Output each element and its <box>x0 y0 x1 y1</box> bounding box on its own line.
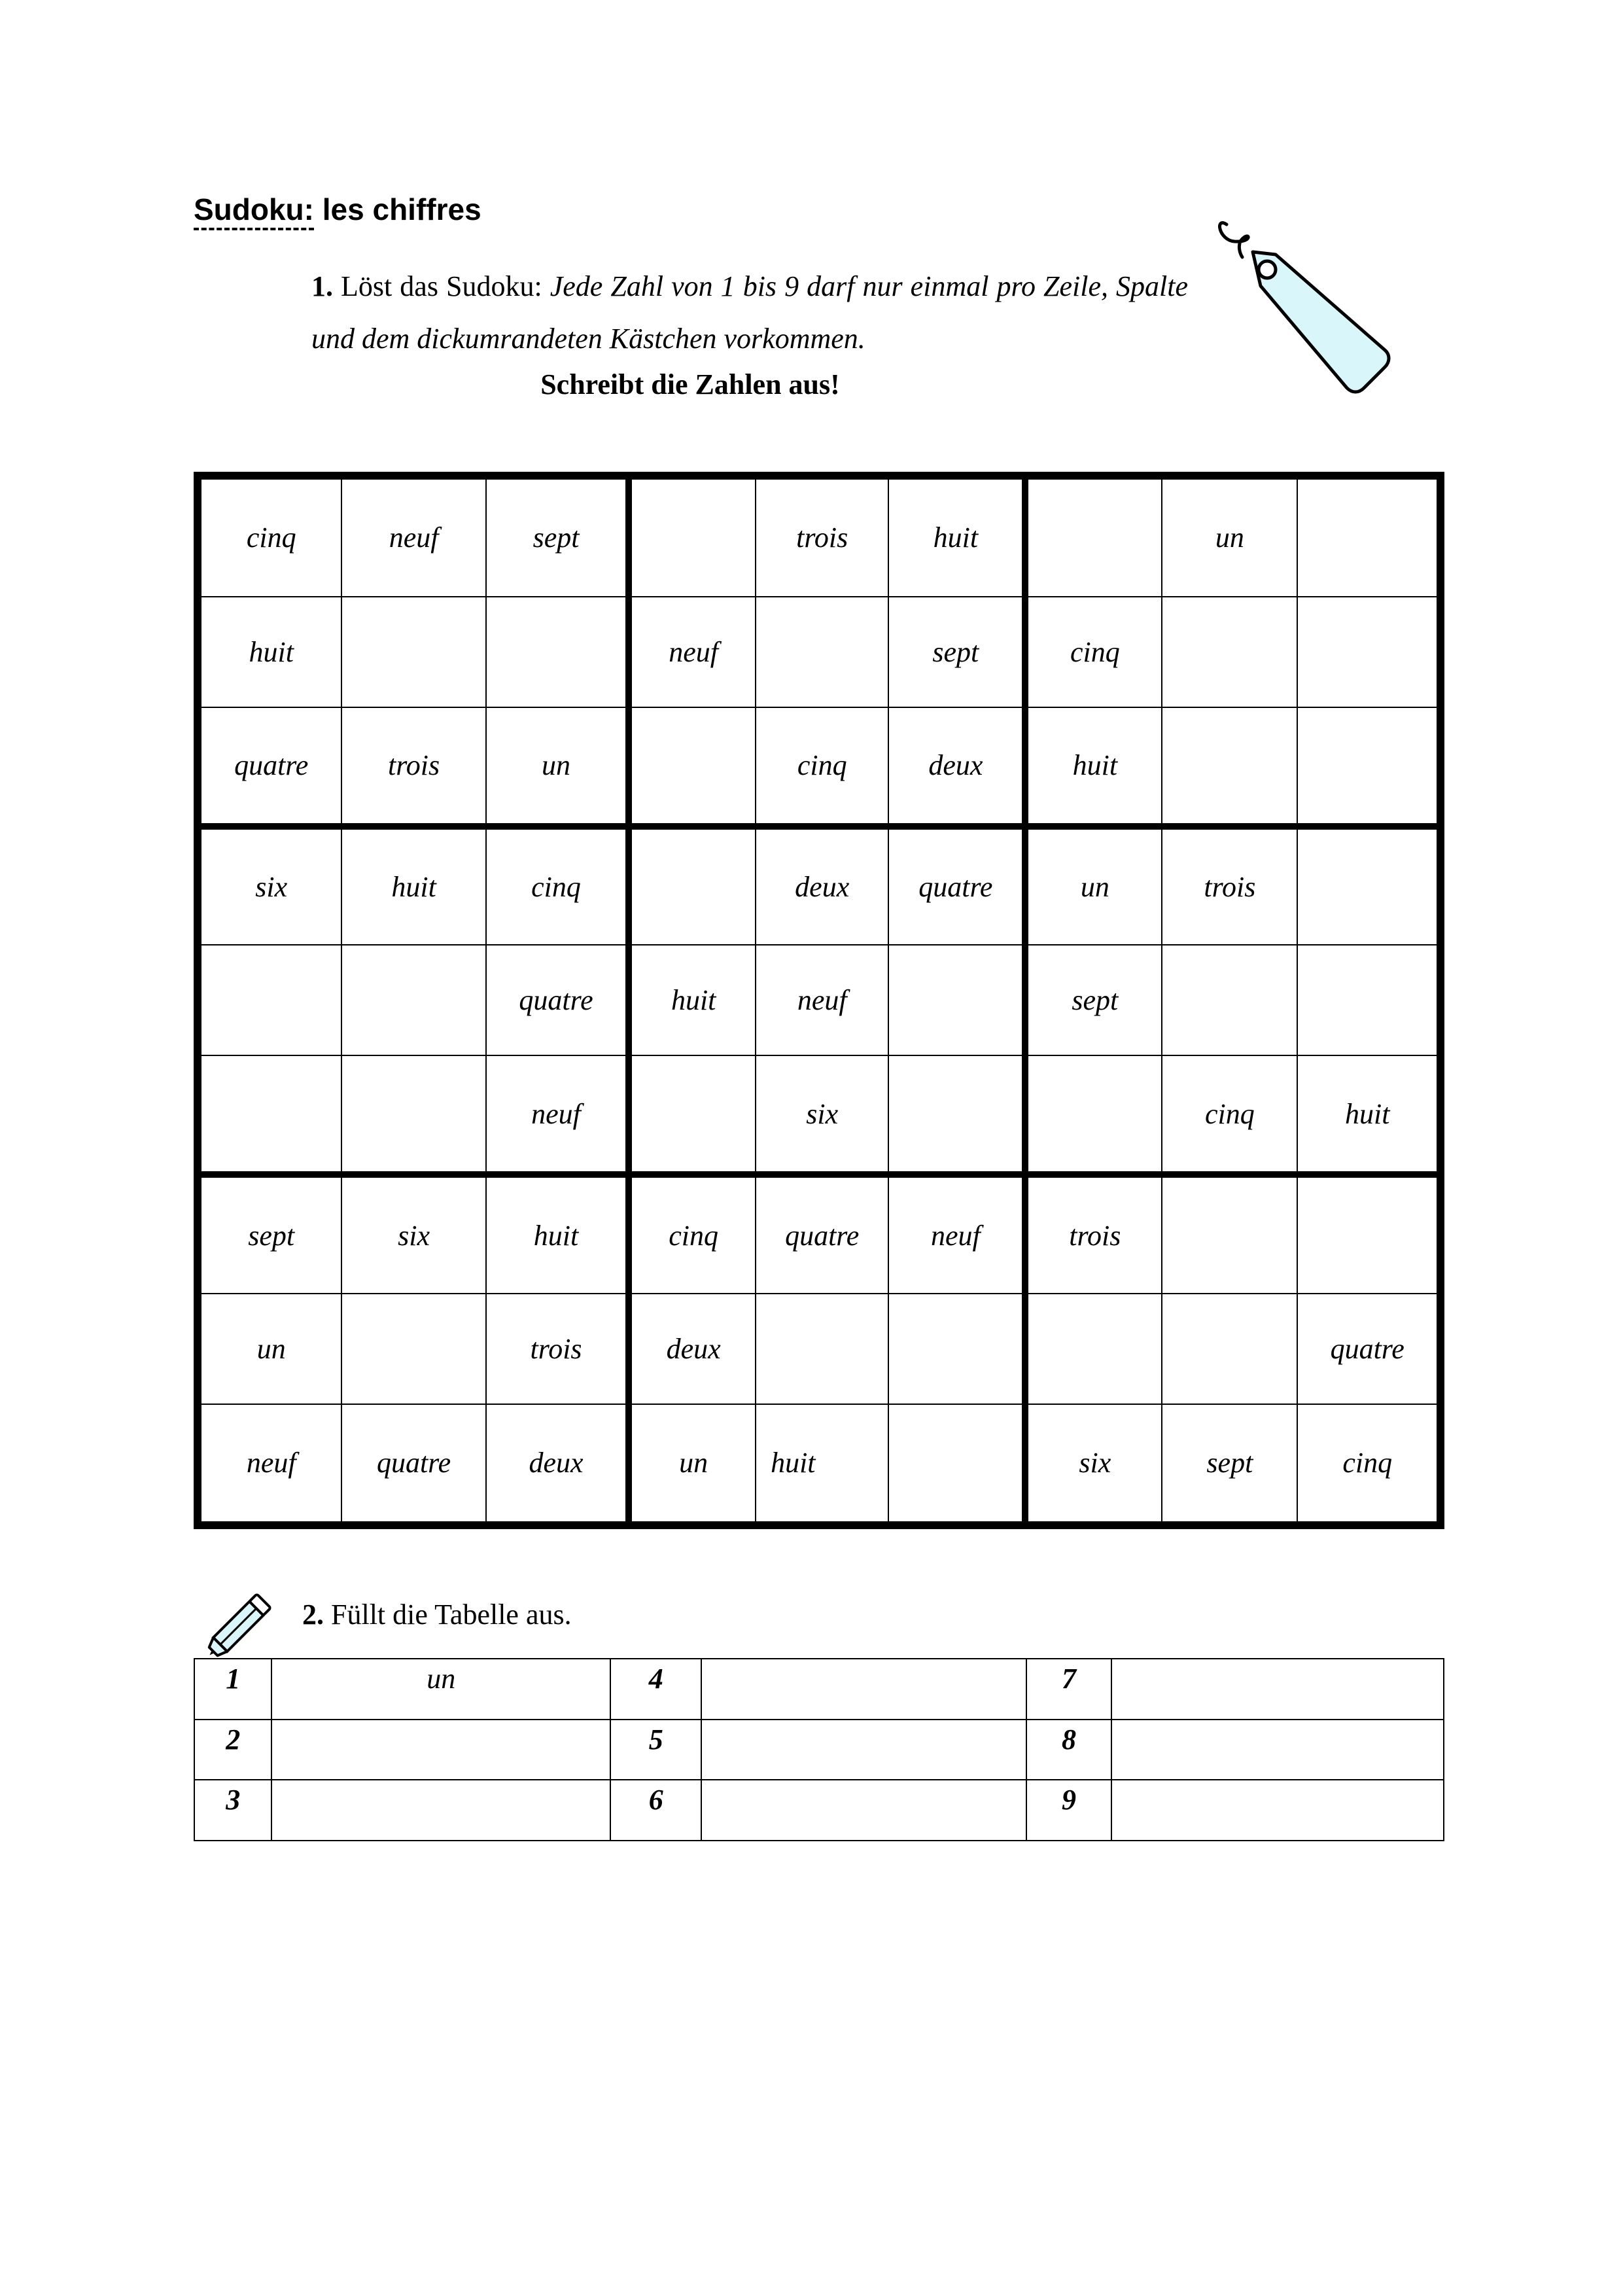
answer-table <box>194 1658 1444 1841</box>
sudoku-cell[interactable]: un <box>1162 476 1297 597</box>
sudoku-cell[interactable]: neuf <box>486 1055 629 1174</box>
sudoku-cell[interactable] <box>486 597 629 707</box>
sudoku-cell[interactable] <box>1025 1055 1162 1174</box>
sudoku-cell[interactable]: neuf <box>629 597 756 707</box>
sudoku-cell[interactable] <box>1297 945 1440 1055</box>
sudoku-cell[interactable] <box>629 707 756 826</box>
sudoku-cell[interactable] <box>1297 597 1440 707</box>
answer-number: 3 <box>194 1780 271 1841</box>
sudoku-cell[interactable]: six <box>341 1174 485 1294</box>
task2-heading <box>302 1597 572 1633</box>
sudoku-cell[interactable] <box>1162 1174 1297 1294</box>
sudoku-cell[interactable] <box>341 597 485 707</box>
sudoku-cell[interactable]: cinq <box>629 1174 756 1294</box>
sudoku-cell[interactable]: cinq <box>486 826 629 945</box>
sudoku-grid <box>194 472 1444 1529</box>
sudoku-cell[interactable]: huit <box>1297 1055 1440 1174</box>
sudoku-cell[interactable]: cinq <box>1162 1055 1297 1174</box>
answer-number: 9 <box>1026 1780 1111 1841</box>
sudoku-cell[interactable]: huit <box>888 476 1025 597</box>
sudoku-cell[interactable]: sept <box>888 597 1025 707</box>
sudoku-cell[interactable]: huit <box>198 597 341 707</box>
sudoku-row <box>198 1404 1440 1525</box>
sudoku-cell[interactable]: cinq <box>1297 1404 1440 1525</box>
answer-word-field[interactable] <box>1111 1659 1444 1720</box>
page-title <box>194 191 481 228</box>
sudoku-cell[interactable]: trois <box>486 1294 629 1404</box>
sudoku-cell[interactable]: huit <box>486 1174 629 1294</box>
sudoku-cell[interactable] <box>1162 945 1297 1055</box>
sudoku-cell[interactable] <box>1025 1294 1162 1404</box>
answer-word-field[interactable] <box>271 1780 610 1841</box>
sudoku-cell[interactable]: cinq <box>198 476 341 597</box>
sudoku-row <box>198 1294 1440 1404</box>
sudoku-cell[interactable] <box>629 1055 756 1174</box>
sudoku-cell[interactable]: quatre <box>341 1404 485 1525</box>
sudoku-cell[interactable]: deux <box>629 1294 756 1404</box>
answer-word-field[interactable] <box>701 1780 1026 1841</box>
sudoku-cell[interactable]: deux <box>888 707 1025 826</box>
sudoku-cell[interactable]: quatre <box>198 707 341 826</box>
sudoku-cell[interactable] <box>1162 597 1297 707</box>
sudoku-cell[interactable] <box>629 826 756 945</box>
sudoku-cell[interactable] <box>1162 1294 1297 1404</box>
sudoku-cell[interactable]: quatre <box>888 826 1025 945</box>
answer-number: 5 <box>610 1720 701 1780</box>
sudoku-cell[interactable] <box>1297 476 1440 597</box>
sudoku-row <box>198 707 1440 826</box>
answer-word-field[interactable]: un <box>271 1659 610 1720</box>
task2-text: Füllt die Tabelle aus. <box>324 1598 572 1631</box>
title-subject: les chiffres <box>313 192 481 226</box>
answer-word-field[interactable] <box>1111 1720 1444 1780</box>
sudoku-cell[interactable]: trois <box>1025 1174 1162 1294</box>
answer-word-field[interactable] <box>271 1720 610 1780</box>
sudoku-cell[interactable]: huit <box>341 826 485 945</box>
task1-subtitle: Schreibt die Zahlen aus! <box>540 368 840 400</box>
sudoku-cell[interactable] <box>888 945 1025 1055</box>
answer-word-field[interactable] <box>1111 1780 1444 1841</box>
sudoku-cell[interactable]: deux <box>486 1404 629 1525</box>
sudoku-cell[interactable]: trois <box>341 707 485 826</box>
sudoku-cell[interactable]: un <box>486 707 629 826</box>
sudoku-cell[interactable] <box>1297 707 1440 826</box>
sudoku-cell[interactable] <box>1162 707 1297 826</box>
sudoku-cell[interactable] <box>341 1055 485 1174</box>
sudoku-cell[interactable]: quatre <box>756 1174 888 1294</box>
sudoku-cell[interactable] <box>756 597 888 707</box>
sudoku-cell[interactable]: quatre <box>1297 1294 1440 1404</box>
sudoku-cell[interactable]: neuf <box>341 476 485 597</box>
answer-row <box>194 1720 1444 1780</box>
task2-number: 2. <box>302 1598 324 1631</box>
answer-row <box>194 1659 1444 1720</box>
sudoku-cell[interactable]: six <box>1025 1404 1162 1525</box>
sudoku-cell[interactable] <box>888 1055 1025 1174</box>
answer-number: 7 <box>1026 1659 1111 1720</box>
sudoku-cell[interactable]: sept <box>486 476 629 597</box>
sudoku-cell[interactable]: quatre <box>486 945 629 1055</box>
sudoku-row <box>198 1055 1440 1174</box>
sudoku-cell[interactable]: cinq <box>1025 597 1162 707</box>
sudoku-cell[interactable]: sept <box>1025 945 1162 1055</box>
pencil-icon <box>196 1583 281 1669</box>
task1-lead: Löst das Sudoku: <box>333 270 550 302</box>
sudoku-cell[interactable]: huit <box>1025 707 1162 826</box>
sudoku-cell[interactable]: cinq <box>756 707 888 826</box>
sudoku-cell[interactable] <box>341 1294 485 1404</box>
answer-number: 2 <box>194 1720 271 1780</box>
sudoku-cell[interactable]: trois <box>1162 826 1297 945</box>
answer-word-field[interactable] <box>701 1659 1026 1720</box>
answer-word-field[interactable] <box>701 1720 1026 1780</box>
sudoku-cell[interactable]: six <box>756 1055 888 1174</box>
answer-number: 4 <box>610 1659 701 1720</box>
sudoku-row <box>198 597 1440 707</box>
sudoku-cell[interactable] <box>1025 476 1162 597</box>
task1-number: 1. <box>311 270 333 302</box>
sudoku-cell[interactable]: neuf <box>756 945 888 1055</box>
sudoku-cell[interactable]: huit <box>756 1404 888 1525</box>
answer-number: 8 <box>1026 1720 1111 1780</box>
sudoku-cell[interactable] <box>341 945 485 1055</box>
sudoku-cell[interactable]: deux <box>756 826 888 945</box>
sudoku-cell[interactable]: neuf <box>888 1174 1025 1294</box>
sudoku-cell[interactable] <box>198 945 341 1055</box>
sudoku-cell[interactable]: sept <box>1162 1404 1297 1525</box>
sudoku-row <box>198 476 1440 597</box>
sudoku-cell[interactable]: un <box>198 1294 341 1404</box>
sudoku-row <box>198 826 1440 945</box>
sudoku-cell[interactable]: un <box>629 1404 756 1525</box>
answer-number: 6 <box>610 1780 701 1841</box>
sudoku-cell[interactable] <box>198 1055 341 1174</box>
sudoku-cell[interactable]: trois <box>756 476 888 597</box>
sudoku-cell[interactable]: un <box>1025 826 1162 945</box>
sudoku-row <box>198 1174 1440 1294</box>
answer-row <box>194 1780 1444 1841</box>
sudoku-cell[interactable]: huit <box>629 945 756 1055</box>
answer-number: 1 <box>194 1659 271 1720</box>
task1-instruction: Jede Zahl von 1 bis 9 darf nur einmal pro Zeile, Spalte und dem dickumrandeten Kästchen vorkommen. <box>311 270 1188 355</box>
sudoku-cell[interactable]: neuf <box>198 1404 341 1525</box>
sudoku-cell[interactable] <box>1297 826 1440 945</box>
sudoku-row <box>198 945 1440 1055</box>
sudoku-cell[interactable] <box>629 476 756 597</box>
sudoku-cell[interactable] <box>888 1404 1025 1525</box>
sudoku-cell[interactable]: six <box>198 826 341 945</box>
sudoku-cell[interactable] <box>756 1294 888 1404</box>
sudoku-cell[interactable] <box>888 1294 1025 1404</box>
task1-block <box>311 260 1188 365</box>
sudoku-cell[interactable] <box>1297 1174 1440 1294</box>
title-sudoku: Sudoku: <box>194 192 314 230</box>
sudoku-cell[interactable]: sept <box>198 1174 341 1294</box>
